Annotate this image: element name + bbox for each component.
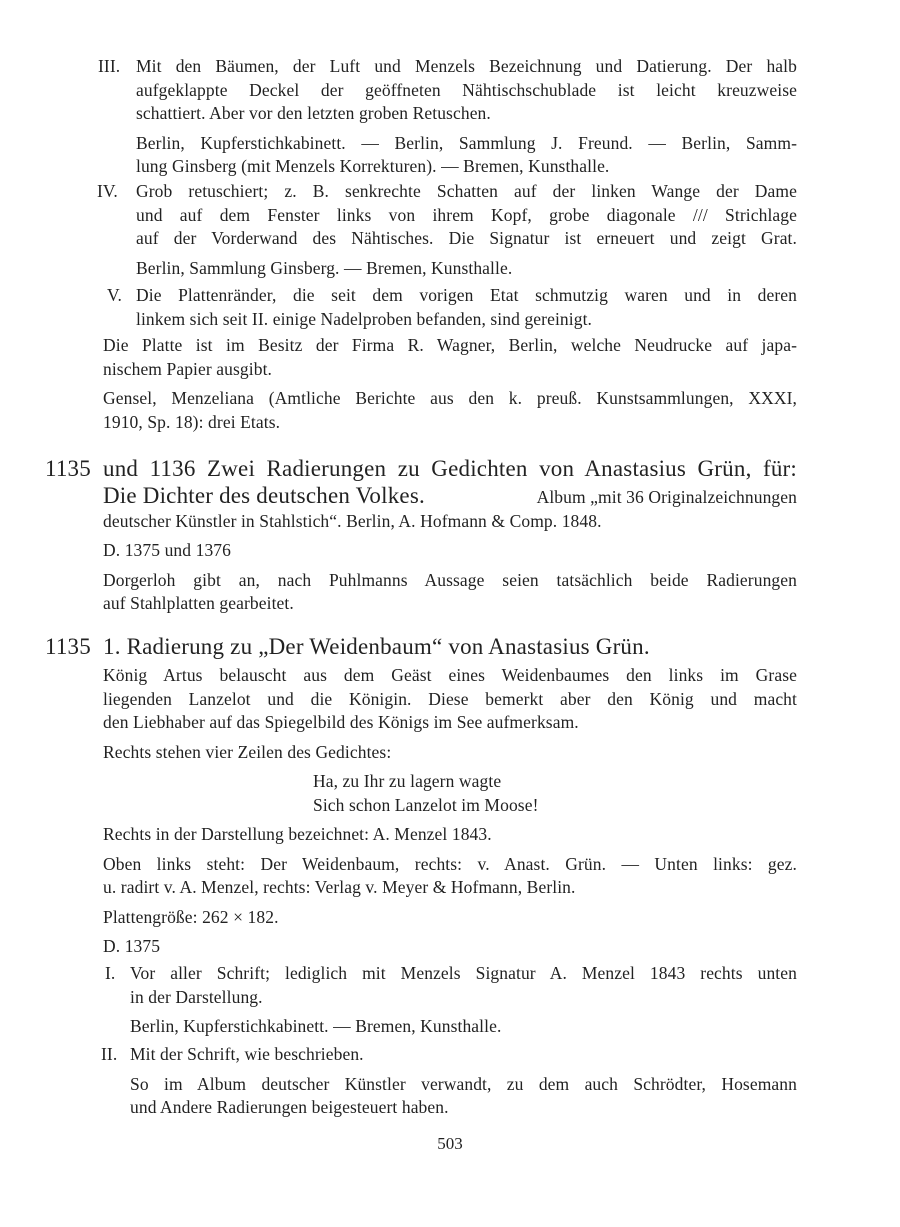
- text-line: den Liebhaber auf das Spiegelbild des Königs im See aufmerksam.: [103, 712, 579, 732]
- text-line: und auf dem Fenster links von ihrem Kopf, grobe diagonale /// Strichlage: [136, 204, 797, 225]
- plate-size: Plattengröße: 262 × 182.: [103, 906, 279, 927]
- text-line: nischem Papier ausgibt.: [103, 358, 273, 379]
- text-line: auf Stahlplatten gearbeitet.: [103, 593, 294, 613]
- entry-heading: Die Dichter des deutschen Volkes.: [103, 483, 425, 508]
- location-line: Berlin, Kupferstichkabinett. — Bremen, Kunsthalle.: [130, 1016, 502, 1036]
- entry-1135: [45, 633, 797, 959]
- etat-number: II.: [101, 1044, 118, 1064]
- text-line: Gensel, Menzeliana (Amtliche Berichte aus den k. preuß. Kunstsammlungen, XXXI,: [103, 388, 797, 408]
- entry-1135-1136: [45, 455, 797, 616]
- text-line: Mit der Schrift, wie beschrieben.: [130, 1044, 364, 1064]
- text-line: Vor aller Schrift; lediglich mit Menzels Signatur A. Menzel 1843 rechts unten: [130, 963, 797, 983]
- etat-iii: [60, 55, 797, 179]
- location-line: Berlin, Kupferstichkabinett. — Berlin, Sammlung J. Freund. — Berlin, Samm-: [136, 132, 797, 153]
- plate-note: [103, 334, 797, 381]
- dorgerloh-ref: D. 1375 und 1376: [103, 540, 231, 560]
- etat-v: [60, 284, 797, 331]
- text-line: auf der Vorderwand des Nähtisches. Die Signatur ist erneuert und zeigt Grat.: [136, 228, 797, 248]
- entry-number: 1135: [45, 456, 91, 481]
- etat-number: I.: [105, 963, 116, 983]
- text-line: Rechts stehen vier Zeilen des Gedichtes:: [103, 741, 392, 762]
- etat-number: III.: [98, 56, 121, 76]
- entry-heading-tail: Album „mit 36 Originalzeichnungen: [536, 487, 797, 507]
- text-line: Oben links steht: Der Weidenbaum, rechts: v. Anast. Grün. — Unten links: gez.: [103, 853, 797, 874]
- location-line: Berlin, Sammlung Ginsberg. — Bremen, Kunsthalle.: [136, 257, 513, 278]
- reference-gensel: [103, 387, 797, 434]
- entry-1135-etat-i: [60, 962, 797, 1039]
- poem-line: Sich schon Lanzelot im Moose!: [313, 794, 539, 815]
- entry-1135-etat-ii: [60, 1043, 797, 1120]
- entry-number: 1135: [45, 634, 91, 659]
- text-line: linkem sich seit II. einige Nadelproben befanden, sind gereinigt.: [136, 308, 593, 329]
- text-line: Dorgerloh gibt an, nach Puhlmanns Aussage seien tatsächlich beide Radierungen: [103, 569, 797, 590]
- signature-note: Rechts in der Darstellung bezeichnet: A. Menzel 1843.: [103, 824, 492, 844]
- text-line: Die Platte ist im Besitz der Firma R. Wagner, Berlin, welche Neudrucke auf japa-: [103, 335, 797, 355]
- location-line: lung Ginsberg (mit Menzels Korrekturen). — Bremen, Kunsthalle.: [136, 156, 610, 176]
- page-number: 503: [437, 1134, 463, 1153]
- poem-line: Ha, zu Ihr zu lagern wagte: [313, 771, 502, 791]
- text-line: Die Plattenränder, die seit dem vorigen Etat schmutzig waren und in deren: [136, 285, 797, 305]
- etat-number: V.: [107, 285, 122, 305]
- text-line: schattiert. Aber vor den letzten groben Retuschen.: [136, 103, 491, 123]
- text-line: deutscher Künstler in Stahlstich“. Berlin, A. Hofmann & Comp. 1848.: [103, 510, 602, 531]
- text-line: und Andere Radierungen beigesteuert haben.: [130, 1097, 449, 1117]
- text-line: liegenden Lanzelot und die Königin. Diese bemerkt aber den König und macht: [103, 688, 797, 709]
- text-line: Mit den Bäumen, der Luft und Menzels Bezeichnung und Datierung. Der halb: [136, 56, 797, 76]
- etat-number: IV.: [97, 181, 118, 201]
- text-line: u. radirt v. A. Menzel, rechts: Verlag v. Meyer & Hofmann, Berlin.: [103, 877, 576, 897]
- text-line: aufgeklappte Deckel der geöffneten Nähtischschublade ist leicht kreuzweise: [136, 79, 797, 100]
- entry-heading: 1. Radierung zu „Der Weidenbaum“ von Anastasius Grün.: [103, 634, 650, 659]
- dorgerloh-ref: D. 1375: [103, 936, 161, 956]
- text-line: 1910, Sp. 18): drei Etats.: [103, 411, 281, 432]
- text-line: in der Darstellung.: [130, 986, 263, 1007]
- entry-heading: und 1136 Zwei Radierungen zu Gedichten von Anastasius Grün, für:: [103, 456, 797, 481]
- text-line: König Artus belauscht aus dem Geäst eines Weidenbaumes den links im Grase: [103, 665, 797, 685]
- text-line: Grob retuschiert; z. B. senkrechte Schatten auf der linken Wange der Dame: [136, 181, 797, 201]
- etat-iv: [60, 180, 797, 280]
- text-line: So im Album deutscher Künstler verwandt, zu dem auch Schrödter, Hosemann: [130, 1073, 797, 1094]
